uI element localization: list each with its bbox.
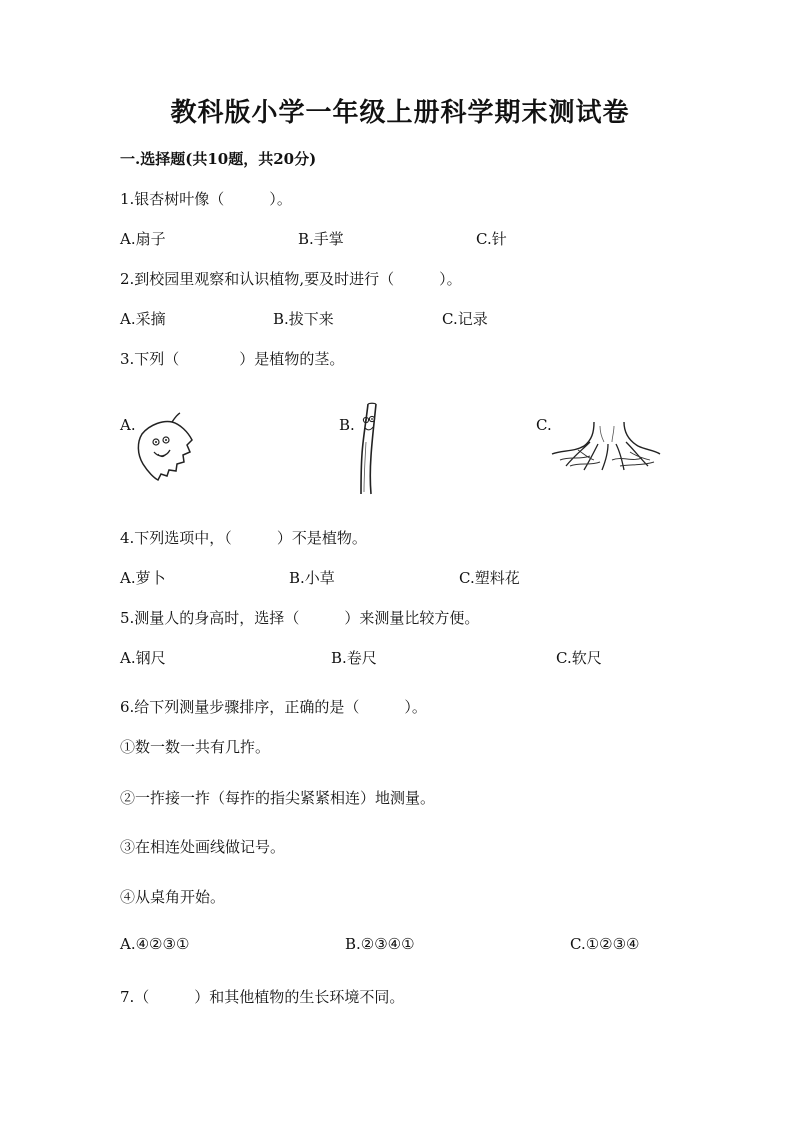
q6-option-c[interactable]: C.①②③④ [570,935,640,953]
q6-option-a[interactable]: A.④②③① [120,935,190,953]
q2-option-b[interactable]: B.拔下来 [273,310,334,328]
section-heading: 一.选择题(共10题，共20分) [120,150,317,168]
leaf-drawing [134,412,196,482]
q3-option-a[interactable]: A. [120,416,136,434]
q4-option-c[interactable]: C.塑料花 [459,569,520,587]
q6-option-b[interactable]: B.②③④① [345,935,415,953]
q2-option-a[interactable]: A.采摘 [120,310,166,328]
q1-option-a[interactable]: A.扇子 [120,230,166,248]
question-2: 2.到校园里观察和认识植物,要及时进行（ ）。 [120,270,462,288]
q2-option-c[interactable]: C.记录 [442,310,488,328]
roots-drawing [550,420,662,472]
q4-option-a[interactable]: A.萝卜 [120,569,166,587]
stem-drawing [350,402,380,496]
q1-option-b[interactable]: B.手掌 [298,230,344,248]
q4-option-b[interactable]: B.小草 [289,569,335,587]
q6-step-2: ②一拃接一拃（每拃的指尖紧紧相连）地测量。 [120,789,436,807]
question-3: 3.下列（ ）是植物的茎。 [120,350,345,368]
q5-option-b[interactable]: B.卷尺 [331,649,377,667]
q1-option-c[interactable]: C.针 [476,230,507,248]
q3-option-c[interactable]: C. [536,416,552,434]
q6-step-3: ③在相连处画线做记号。 [120,838,286,856]
question-4: 4.下列选项中，（ ）不是植物。 [120,529,367,547]
question-1: 1.银杏树叶像（ ）。 [120,190,292,208]
q5-option-a[interactable]: A.钢尺 [120,649,166,667]
question-6: 6.给下列测量步骤排序，正确的是（ ）。 [120,698,427,716]
exam-title: 教科版小学一年级上册科学期末测试卷 [170,98,630,128]
q3-option-b[interactable]: B. [339,416,355,434]
q6-step-4: ④从桌角开始。 [120,888,226,906]
question-7: 7.（ ）和其他植物的生长环境不同。 [120,988,405,1006]
question-5: 5.测量人的身高时，选择（ ）来测量比较方便。 [120,609,480,627]
q6-step-1: ①数一数一共有几拃。 [120,738,271,756]
q5-option-c[interactable]: C.软尺 [556,649,602,667]
